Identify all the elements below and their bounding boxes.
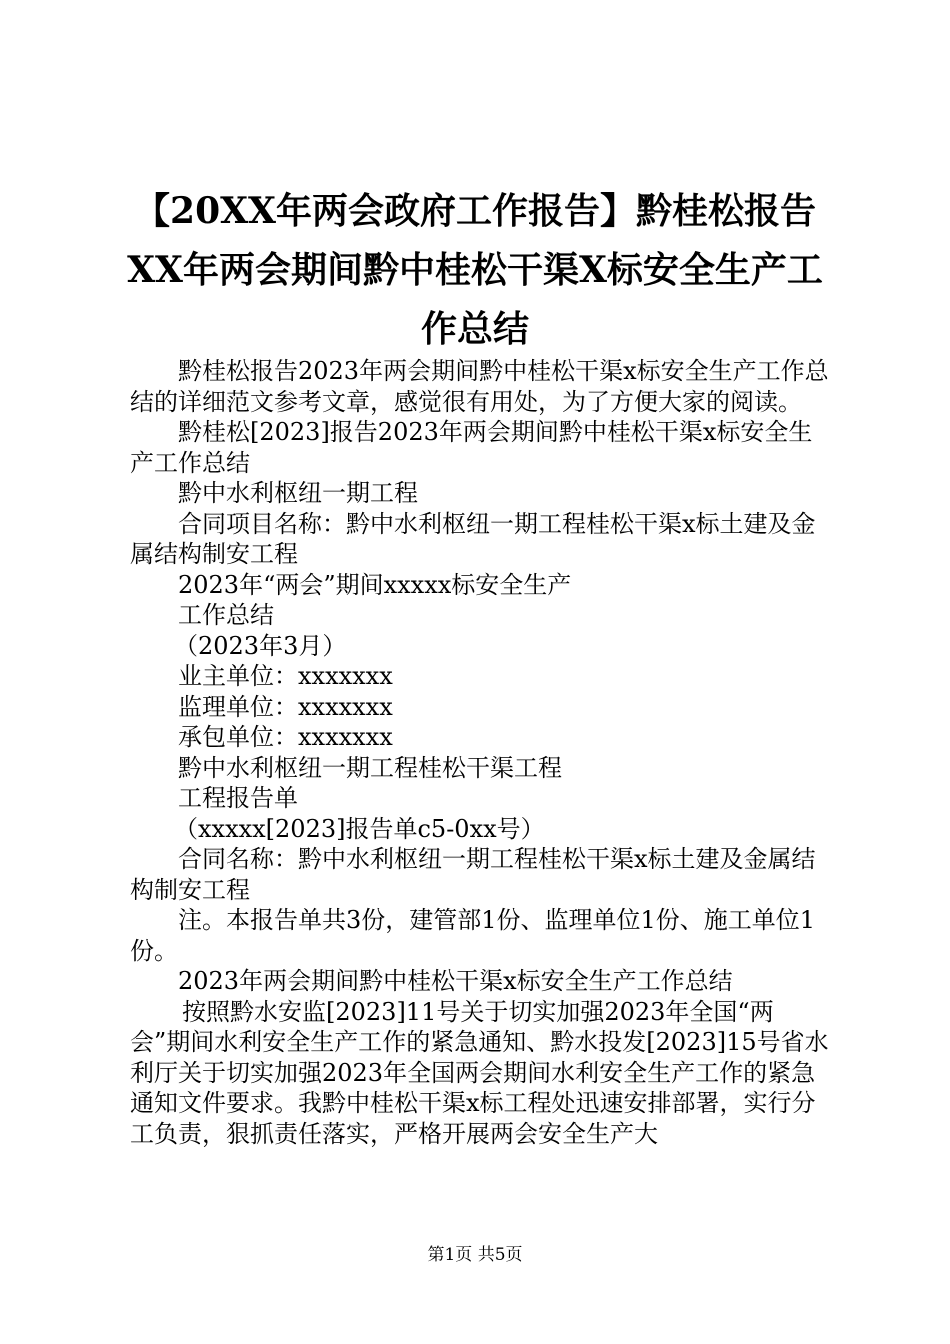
section-heading: 2023年两会期间黔中桂松干渠x标安全生产工作总结 [178, 967, 733, 995]
document-title: 【20XX年两会政府工作报告】黔桂松报告XX年两会期间黔中桂松干渠X标安全生产工作总结 [127, 190, 823, 350]
contract-name-line: 合同名称：黔中水利枢纽一期工程桂松干渠x标土建及金属结构制安工程 [130, 845, 816, 904]
contract-project-line: 合同项目名称：黔中水利枢纽一期工程桂松干渠x标土建及金属结构制安工程 [130, 509, 816, 568]
report-form-number-line: （xxxxx[2023]报告单c5-0xx号） [174, 814, 545, 843]
summary-heading-line-2: 工作总结 [178, 601, 274, 629]
intro-paragraph: 黔桂松报告2023年两会期间黔中桂松干渠x标安全生产工作总结的详细范文参考文章，感觉很有用处，为了方便大家的阅读。 [130, 357, 829, 416]
summary-heading-line-1: 2023年“两会”期间xxxxx标安全生产 [178, 570, 572, 599]
supervisor-unit-line: 监理单位：xxxxxxx [178, 692, 393, 721]
contractor-unit-line: 承包单位：xxxxxxx [178, 723, 393, 751]
report-number-line: 黔桂松[2023]报告2023年两会期间黔中桂松干渠x标安全生产工作总结 [130, 418, 813, 477]
date-line: （2023年3月） [174, 631, 347, 660]
main-paragraph: 按照黔水安监[2023]11号关于切实加强2023年全国“两会”期间水利安全生产工作的紧急通知、黔水投发[2023]15号省水利厅关于切实加强2023年全国两会期间水利安全生产工作的紧急通知文件要求。我黔中桂松干渠x标工程处迅速安排部署，实行分工负责，狠抓责任落实，严格开展两会安全生产大 [130, 997, 829, 1148]
report-form-line: 工程报告单 [178, 784, 298, 812]
owner-unit-line: 业主单位：xxxxxxx [178, 662, 393, 690]
project-name-line: 黔中水利枢纽一期工程 [178, 479, 418, 507]
page-number-footer: 第1页 共5页 [427, 1245, 523, 1265]
project-title-line: 黔中水利枢纽一期工程桂松干渠工程 [178, 753, 562, 782]
document-body [130, 356, 832, 1149]
note-line: 注。本报告单共3份，建管部1份、监理单位1份、施工单位1份。 [130, 906, 816, 965]
